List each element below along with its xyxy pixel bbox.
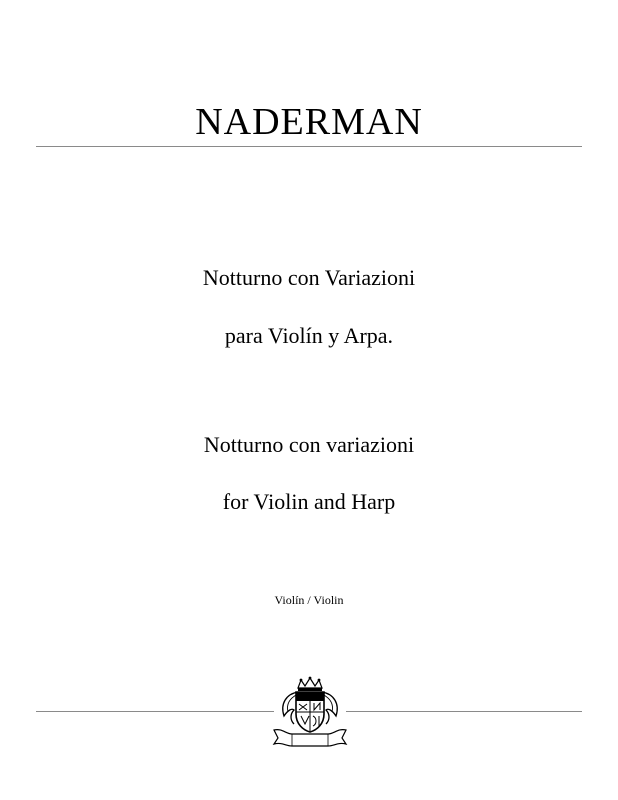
shield-icon	[296, 692, 324, 732]
bottom-divider-right	[346, 711, 582, 712]
publisher-crest-logo	[268, 674, 352, 748]
english-title: Notturno con variazioni	[203, 432, 415, 457]
english-subtitle: for Violin and Harp	[222, 489, 396, 514]
composer-name: NADERMAN	[195, 101, 423, 143]
spanish-subtitle: para Violín y Arpa.	[224, 323, 394, 348]
crown-icon	[298, 677, 322, 691]
bottom-divider-left	[36, 711, 274, 712]
spanish-title: Notturno con Variazioni	[202, 265, 416, 290]
part-label: Violín / Violin	[274, 593, 344, 607]
top-divider	[36, 146, 582, 147]
